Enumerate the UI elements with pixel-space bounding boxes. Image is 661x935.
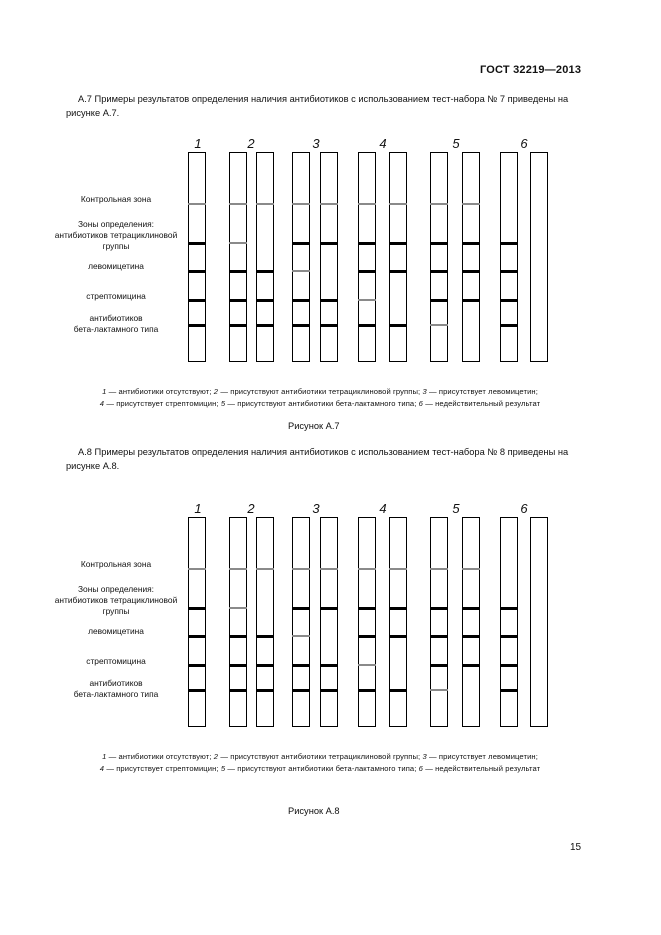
strip-band-control — [188, 568, 206, 570]
strip-band-tetra — [500, 607, 518, 610]
strip-number-2: 2 — [247, 136, 255, 151]
strip-number-2: 2 — [247, 501, 255, 516]
legend-text: — присутствует левомицетин; — [426, 387, 538, 396]
test-strip — [430, 517, 448, 727]
label-detection-zones — [42, 219, 190, 252]
strip-band-strep — [229, 299, 247, 302]
legend-number: 4 — [99, 764, 105, 773]
legend-number: 4 — [99, 399, 105, 408]
legend-a7 — [60, 386, 580, 410]
strip-band-tetra — [229, 242, 247, 244]
test-strip — [229, 517, 247, 727]
test-strip — [530, 152, 548, 362]
legend-text: — антибиотики отсутствуют; — [106, 752, 214, 761]
strip-band-tetra — [500, 242, 518, 245]
strip-number-4: 4 — [379, 136, 387, 151]
test-strip — [462, 517, 480, 727]
label-detection-line-1: Зоны определения: — [78, 219, 154, 229]
strip-band-beta — [500, 689, 518, 692]
test-strip — [500, 517, 518, 727]
strip-band-tetra — [389, 242, 407, 245]
strip-band-chlor — [358, 270, 376, 273]
strip-number-4: 4 — [379, 501, 387, 516]
label-betalactam-line-2: бета-лактамного типа — [73, 689, 159, 699]
strip-band-control — [462, 203, 480, 205]
label-streptomycin: стрептомицина — [86, 291, 146, 301]
figure-a7 — [0, 132, 661, 372]
test-strip — [389, 152, 407, 362]
strip-band-beta — [292, 324, 310, 327]
strip-band-control — [256, 568, 274, 570]
test-strip — [358, 517, 376, 727]
test-strip — [188, 517, 206, 727]
strip-band-beta — [256, 324, 274, 327]
strip-band-strep — [462, 664, 480, 667]
test-strip — [320, 517, 338, 727]
strip-band-control — [320, 203, 338, 205]
strip-band-control — [292, 568, 310, 570]
strip-band-chlor — [256, 270, 274, 273]
strip-band-strep — [500, 664, 518, 667]
label-detection-zones — [42, 584, 190, 617]
legend-number: 1 — [102, 752, 107, 761]
test-strip — [320, 152, 338, 362]
strip-band-beta — [188, 689, 206, 692]
strip-band-tetra — [229, 607, 247, 609]
legend-number: 1 — [102, 387, 107, 396]
strip-band-strep — [292, 299, 310, 302]
strip-band-chlor — [389, 270, 407, 273]
strip-band-strep — [256, 664, 274, 667]
test-strip — [292, 152, 310, 362]
label-betalactam-line-2: бета-лактамного типа — [73, 324, 159, 334]
strip-band-strep — [188, 299, 206, 302]
strip-band-strep — [430, 664, 448, 667]
legend-text: — присутствует стрептомицин; — [104, 764, 221, 773]
strip-band-tetra — [389, 607, 407, 610]
test-strip — [188, 152, 206, 362]
strip-band-chlor — [500, 635, 518, 638]
strip-band-strep — [320, 664, 338, 667]
strip-band-strep — [188, 664, 206, 667]
caption-a7: Рисунок А.7 — [288, 421, 340, 431]
strip-number-6: 6 — [520, 501, 528, 516]
strip-band-chlor — [292, 635, 310, 637]
strip-band-chlor — [462, 270, 480, 273]
legend-number: 6 — [418, 399, 423, 408]
strip-band-strep — [256, 299, 274, 302]
strip-band-tetra — [358, 242, 376, 245]
strip-band-tetra — [188, 607, 206, 610]
test-strip — [358, 152, 376, 362]
strip-band-chlor — [188, 635, 206, 638]
legend-text: — присутствует стрептомицин; — [104, 399, 221, 408]
strip-band-control — [188, 203, 206, 205]
strip-band-strep — [430, 299, 448, 302]
legend-text: — присутствуют антибиотики бета-лактамного типа; — [225, 399, 419, 408]
strip-band-beta — [389, 324, 407, 327]
strip-band-chlor — [188, 270, 206, 273]
label-detection-line-3: группы — [102, 241, 130, 251]
legend-number: 5 — [220, 764, 226, 773]
label-detection-line-3: группы — [102, 606, 130, 616]
strip-number-6: 6 — [520, 136, 528, 151]
strip-number-5: 5 — [452, 136, 460, 151]
strip-band-chlor — [229, 635, 247, 638]
legend-text: — присутствуют антибиотики бета-лактамного типа; — [225, 764, 419, 773]
strip-band-strep — [500, 299, 518, 302]
strip-band-chlor — [500, 270, 518, 273]
legend-number: 2 — [213, 387, 219, 396]
strip-band-chlor — [389, 635, 407, 638]
legend-line-1 — [60, 386, 580, 398]
page-number: 15 — [570, 842, 582, 853]
strip-band-strep — [229, 664, 247, 667]
strip-band-beta — [430, 689, 448, 691]
test-strip — [530, 517, 548, 727]
label-betalactam-line-1: антибиотиков — [89, 313, 143, 323]
strip-band-strep — [292, 664, 310, 667]
figure-a8 — [0, 497, 661, 737]
strip-band-control — [389, 203, 407, 205]
strip-number-1: 1 — [194, 501, 202, 516]
strip-band-chlor — [462, 635, 480, 638]
legend-text: — присутствуют антибиотики тетрациклиновой группы; — [218, 387, 423, 396]
label-chloramphenicol: левомицетина — [88, 626, 144, 636]
legend-text: — присутствует левомицетин; — [426, 752, 538, 761]
paragraph-a8: А.8 Примеры результатов определения наличия антибиотиков с использованием тест-набора № 8 приведены на рисунке А.8. — [66, 447, 569, 471]
strip-band-beta — [229, 689, 247, 692]
strip-number-1: 1 — [194, 136, 202, 151]
legend-number: 3 — [422, 752, 427, 761]
strip-band-beta — [389, 689, 407, 692]
label-betalactam — [56, 678, 176, 700]
label-control-zone: Контрольная зона — [80, 559, 152, 569]
label-betalactam — [56, 313, 176, 335]
label-detection-line-2: антибиотиков тетрациклиновой — [54, 230, 178, 240]
paragraph-a7: А.7 Примеры результатов определения наличия антибиотиков с использованием тест-набора № 7 приведены на рисунке А.7. — [66, 94, 569, 118]
strip-band-control — [320, 568, 338, 570]
strip-band-control — [358, 203, 376, 205]
test-strip — [229, 152, 247, 362]
strip-band-beta — [188, 324, 206, 327]
legend-text: — недействительный результат — [423, 764, 541, 773]
strip-band-strep — [462, 299, 480, 302]
strip-band-strep — [320, 299, 338, 302]
strip-band-tetra — [462, 607, 480, 610]
legend-text: — присутствуют антибиотики тетрациклиновой группы; — [218, 752, 423, 761]
strip-number-3: 3 — [312, 501, 320, 516]
legend-number: 3 — [422, 387, 427, 396]
test-strip — [389, 517, 407, 727]
strip-band-beta — [430, 324, 448, 326]
strip-band-control — [229, 568, 247, 570]
label-control-zone: Контрольная зона — [80, 194, 152, 204]
strip-band-tetra — [292, 607, 310, 610]
strip-band-chlor — [358, 635, 376, 638]
strip-band-control — [462, 568, 480, 570]
legend-number: 5 — [220, 399, 226, 408]
strip-band-chlor — [430, 635, 448, 638]
label-detection-line-2: антибиотиков тетрациклиновой — [54, 595, 178, 605]
strip-band-strep — [358, 664, 376, 666]
legend-a8 — [60, 751, 580, 775]
strip-band-beta — [320, 324, 338, 327]
strip-band-beta — [320, 689, 338, 692]
strip-band-beta — [229, 324, 247, 327]
strip-band-tetra — [320, 607, 338, 610]
legend-line-2 — [60, 398, 580, 410]
test-strip — [256, 517, 274, 727]
legend-number: 6 — [418, 764, 423, 773]
strip-band-tetra — [358, 607, 376, 610]
strip-band-control — [358, 568, 376, 570]
strip-band-control — [256, 203, 274, 205]
strip-number-5: 5 — [452, 501, 460, 516]
legend-line-2 — [60, 763, 580, 775]
strip-band-beta — [358, 689, 376, 692]
strip-band-tetra — [462, 242, 480, 245]
strip-band-chlor — [256, 635, 274, 638]
test-strip — [500, 152, 518, 362]
test-strip — [256, 152, 274, 362]
strip-band-beta — [358, 324, 376, 327]
test-strip — [462, 152, 480, 362]
strip-band-strep — [358, 299, 376, 301]
label-chloramphenicol: левомицетина — [88, 261, 144, 271]
strip-band-tetra — [188, 242, 206, 245]
strip-band-beta — [256, 689, 274, 692]
legend-text: — недействительный результат — [423, 399, 541, 408]
strip-band-beta — [292, 689, 310, 692]
strip-band-chlor — [430, 270, 448, 273]
legend-number: 2 — [213, 752, 219, 761]
legend-text: — антибиотики отсутствуют; — [106, 387, 214, 396]
strip-band-tetra — [430, 607, 448, 610]
strip-band-control — [430, 203, 448, 205]
caption-a8: Рисунок А.8 — [288, 806, 340, 816]
strip-band-control — [229, 203, 247, 205]
strip-band-beta — [500, 324, 518, 327]
legend-line-1 — [60, 751, 580, 763]
strip-band-control — [389, 568, 407, 570]
test-strip — [430, 152, 448, 362]
strip-band-control — [292, 203, 310, 205]
strip-band-tetra — [430, 242, 448, 245]
document-standard-number: ГОСТ 32219—2013 — [480, 64, 582, 76]
strip-band-chlor — [292, 270, 310, 272]
label-detection-line-1: Зоны определения: — [78, 584, 154, 594]
strip-band-tetra — [320, 242, 338, 245]
label-streptomycin: стрептомицина — [86, 656, 146, 666]
test-strip — [292, 517, 310, 727]
strip-band-tetra — [292, 242, 310, 245]
strip-band-chlor — [229, 270, 247, 273]
strip-number-3: 3 — [312, 136, 320, 151]
strip-band-control — [430, 568, 448, 570]
label-betalactam-line-1: антибиотиков — [89, 678, 143, 688]
